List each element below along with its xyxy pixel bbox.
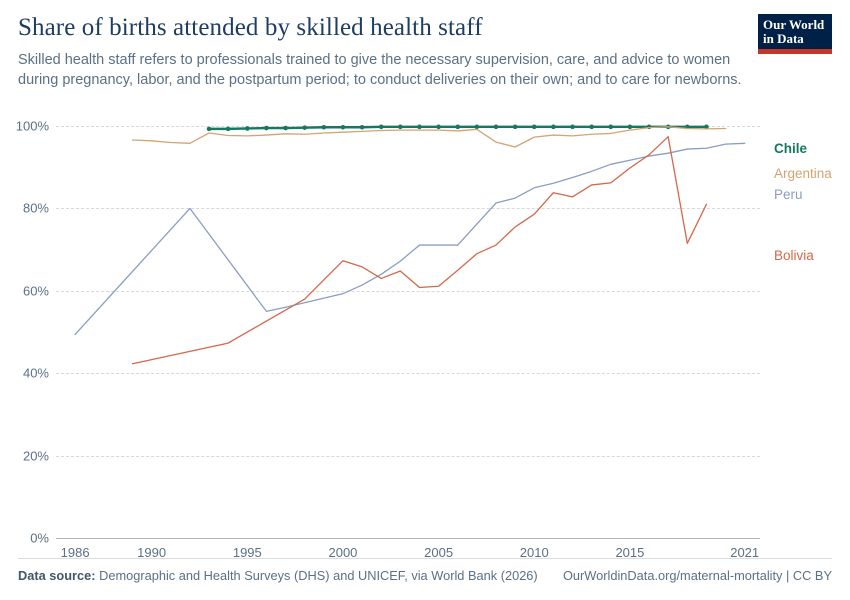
series-point <box>475 125 480 130</box>
plot-inner <box>15 118 760 560</box>
series-label-peru[interactable]: Peru <box>774 186 803 202</box>
chart-header <box>18 14 758 90</box>
series-point <box>398 125 403 130</box>
x-axis-tick-label: 2005 <box>424 545 454 560</box>
data-source <box>18 568 538 583</box>
x-axis-tick-label: 1990 <box>137 545 167 560</box>
series-point <box>379 125 384 130</box>
y-axis-tick-label: 20% <box>22 448 49 464</box>
series-point <box>570 125 575 130</box>
series-point <box>532 125 537 130</box>
series-point <box>283 126 288 131</box>
our-world-in-data-logo[interactable] <box>758 14 832 54</box>
series-label-chile[interactable]: Chile <box>774 141 808 157</box>
x-axis-tick-label: 2021 <box>730 545 760 560</box>
x-axis-tick-label: 2015 <box>615 545 645 560</box>
series-label-bolivia[interactable]: Bolivia <box>774 247 814 263</box>
series-label-argentina[interactable]: Argentina <box>774 165 832 181</box>
series-line <box>133 137 707 364</box>
page-title: Share of births attended by skilled health staff <box>18 14 483 41</box>
logo-line-1: Our World <box>763 17 825 32</box>
x-axis-tick-label: 2010 <box>519 545 549 560</box>
chart-subtitle: Skilled health staff refers to professionals trained to give the necessary supervision, care, and advice to women during pregnancy, labor, and the postpartum period; to conduct deliveries on their own; and to care for newborns. <box>18 52 742 88</box>
series-point <box>322 125 327 130</box>
series-point <box>341 125 346 130</box>
series-point <box>302 125 307 130</box>
series-point <box>513 125 518 130</box>
data-source-label: Data source: <box>18 568 96 583</box>
y-axis-tick-label: 40% <box>22 365 49 381</box>
y-axis-tick-label: 100% <box>15 118 49 134</box>
series-point <box>436 125 441 130</box>
series-point <box>608 125 613 130</box>
series-point <box>589 125 594 130</box>
series-point <box>494 125 499 130</box>
footer-divider <box>18 558 832 559</box>
series-point <box>360 125 365 130</box>
series-lines <box>56 126 760 538</box>
x-axis-tick-label: 1995 <box>232 545 262 560</box>
series-point <box>245 126 250 131</box>
x-axis-tick-label: 2000 <box>328 545 358 560</box>
series-point <box>628 125 633 130</box>
series-point <box>551 125 556 130</box>
series-point <box>455 125 460 130</box>
series-point <box>226 127 231 132</box>
chart-credit[interactable]: OurWorldinData.org/maternal-mortality | CC BY <box>562 568 832 583</box>
y-axis-tick-label: 80% <box>22 200 49 216</box>
y-axis-tick-label: 0% <box>30 530 49 546</box>
series-point <box>264 126 269 131</box>
data-source-text: Demographic and Health Surveys (DHS) and UNICEF, via World Bank (2026) <box>99 568 538 583</box>
series-point <box>417 125 422 130</box>
x-axis-tick-label: 1986 <box>60 545 90 560</box>
logo-line-2: in Data <box>763 31 804 47</box>
chart-plot-area <box>0 112 850 560</box>
logo-accent-bar <box>758 49 832 54</box>
y-axis-tick-label: 60% <box>22 283 49 299</box>
series-line <box>75 143 745 334</box>
series-point <box>207 127 212 132</box>
